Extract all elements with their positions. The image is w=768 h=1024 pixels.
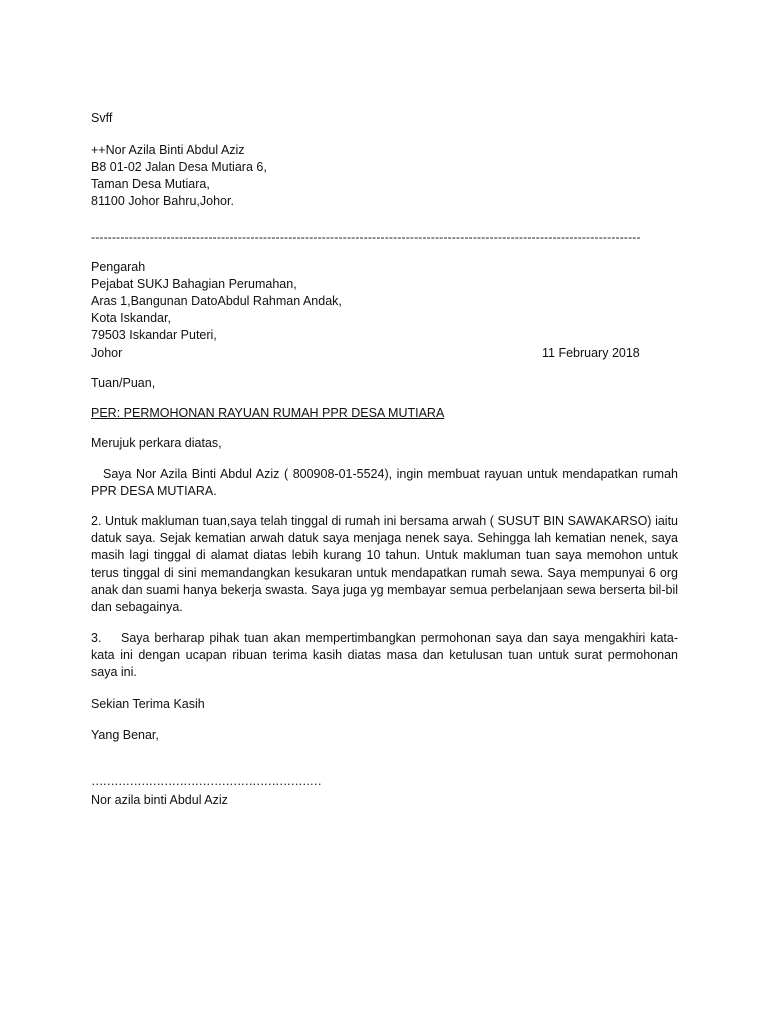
letter-date: 11 February 2018	[542, 346, 640, 360]
recipient-title: Pengarah	[91, 260, 146, 274]
recipient-line-2: Aras 1,Bangunan DatoAbdul Rahman Andak,	[91, 294, 342, 308]
header-code: Svff	[91, 111, 113, 125]
signatory-name: Nor azila binti Abdul Aziz	[91, 793, 228, 807]
paragraph-3: 3. Saya berharap pihak tuan akan mempertimbangkan permohonan saya dan saya mengakhiri kata-kata ini dengan ucapan ribuan terima kasih diatas masa dan ketulusan tuan untuk surat permohonan saya ini.	[91, 631, 682, 680]
subject-line: PER: PERMOHONAN RAYUAN RUMAH PPR DESA MUTIARA	[91, 406, 445, 420]
reference-line: Merujuk perkara diatas,	[91, 436, 222, 450]
paragraph-2: 2. Untuk makluman tuan,saya telah tinggal di rumah ini bersama arwah ( SUSUT BIN SAWAKARSO) iaitu datuk saya. Sejak kematian arwah datuk saya menjaga nenek saya. Sehingga lah kematian nenek, saya masih lagi tinggal di alamat diatas lebih kurang 10 tahun. Untuk makluman tuan saya memohon untuk terus tinggal di sini memandangkan kesukaran untuk mendapatkan rumah sewa. Saya mempunyai 6 org anak dan suami hanya bekerja swasta. Saya juga yg membayar semua perbelanjaan sewa berserta bil-bil dan sebagainya.	[91, 514, 678, 615]
sign-off: Yang Benar,	[91, 728, 159, 742]
signature-line: ……………………………………………………	[91, 774, 321, 788]
recipient-line-1: Pejabat SUKJ Bahagian Perumahan,	[91, 277, 297, 291]
recipient-line-3: Kota Iskandar,	[91, 311, 171, 325]
divider-line: -----------------------------------------------------------------------------------------------------------------------------------	[91, 230, 641, 244]
recipient-line-5: Johor	[91, 346, 123, 360]
closing-line: Sekian Terima Kasih	[91, 697, 205, 711]
paragraph-1: Saya Nor Azila Binti Abdul Aziz ( 800908-01-5524), ingin membuat rayuan untuk mendapatkan rumah PPR DESA MUTIARA.	[91, 467, 678, 499]
sender-address-line-1: B8 01-02 Jalan Desa Mutiara 6,	[91, 160, 267, 174]
salutation: Tuan/Puan,	[91, 376, 156, 390]
recipient-line-4: 79503 Iskandar Puteri,	[91, 328, 217, 342]
sender-address-line-3: 81100 Johor Bahru,Johor.	[91, 194, 234, 208]
sender-name: ++Nor Azila Binti Abdul Aziz	[91, 143, 245, 157]
sender-address-line-2: Taman Desa Mutiara,	[91, 177, 210, 191]
